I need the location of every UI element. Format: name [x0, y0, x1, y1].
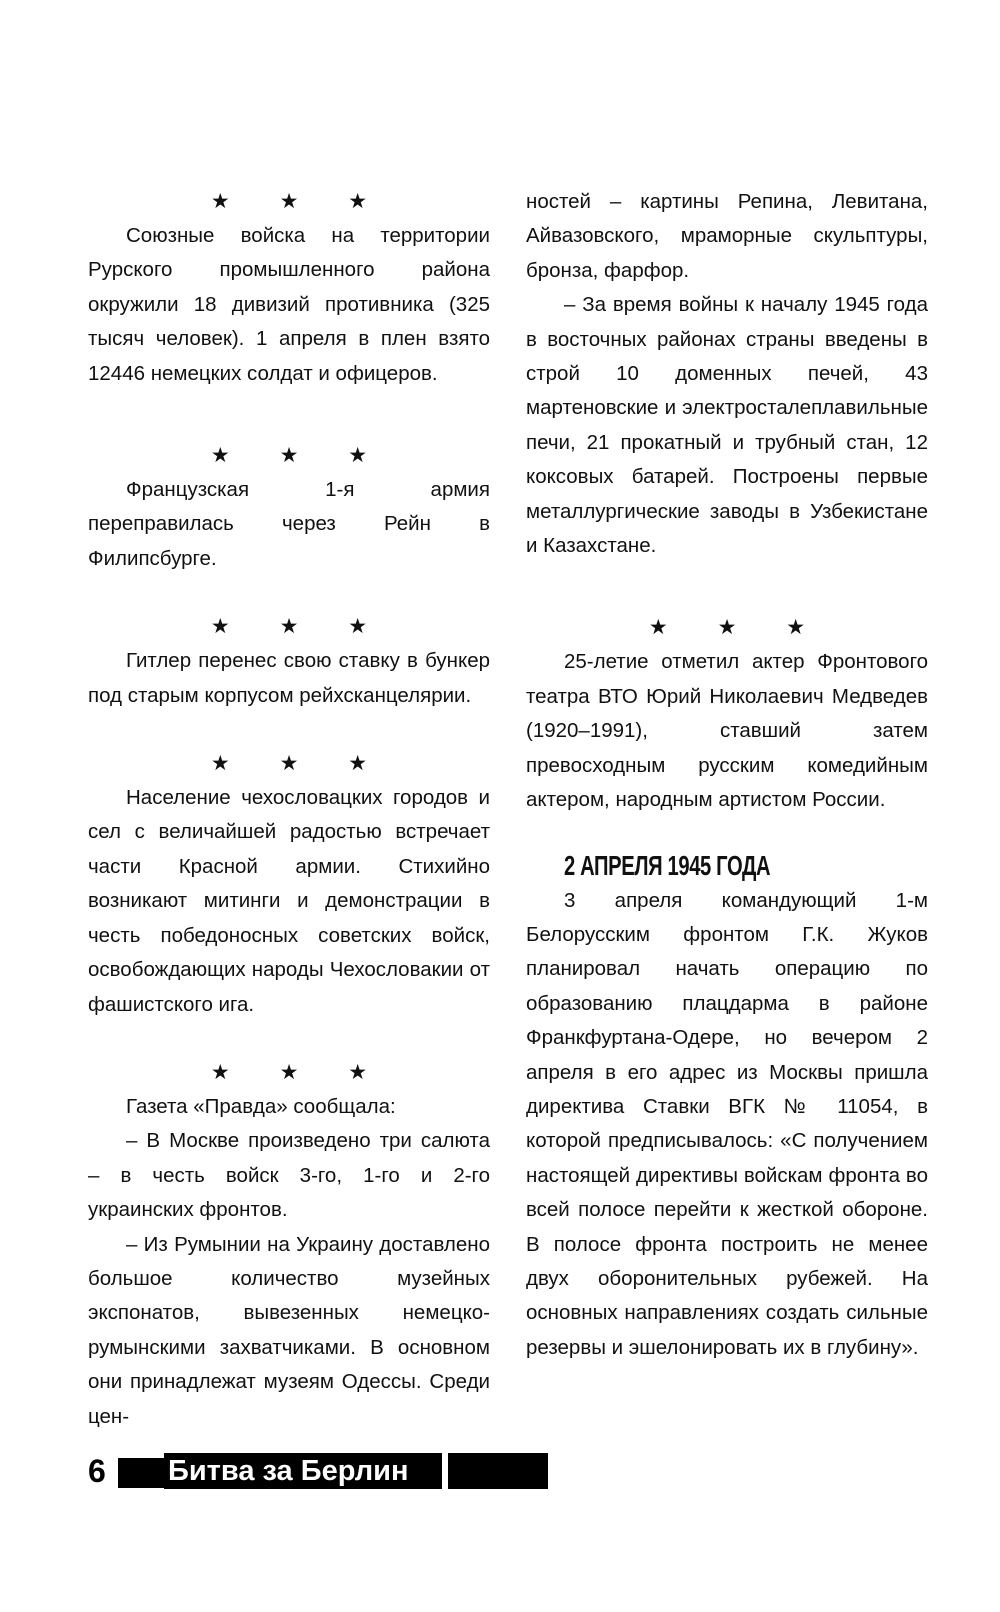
book-title: Битва за Берлин	[164, 1453, 442, 1489]
left-column	[88, 185, 490, 1434]
paragraph-salutes: – В Москве произведено три салюта – в честь войск 3-го, 1-го и 2-го украинских фронтов.	[88, 1129, 490, 1222]
section-separator: ★ ★ ★	[210, 615, 390, 639]
footer-bar	[118, 1458, 168, 1488]
section-separator: ★ ★ ★	[210, 444, 390, 468]
paragraph-pravda-intro: Газета «Правда» сообщала:	[126, 1094, 396, 1118]
section-separator: ★ ★ ★	[210, 1060, 390, 1084]
paragraph-museum-exhibits: – Из Румынии на Украину доставлено большое количество музейных экспонатов, вывезенных немецко-румынскими захватчиками. В основном они принадлежат музеям Одессы. Среди цен-	[88, 1232, 490, 1428]
paragraph-metallurgy: – За время войны к началу 1945 года в восточных районах страны введены в строй 10 доменных печей, 43 мартеновские и электросталеплавильные печи, 21 прокатный и трубный стан, 12 коксовых батарей. Построены первые металлургические заводы в Узбекистане и Казахстане.	[526, 293, 928, 558]
paragraph-hitler-bunker: Гитлер перенес свою ставку в бункер под старым корпусом рейхсканцелярии.	[88, 649, 490, 707]
right-column	[526, 185, 928, 1365]
paragraph-ruhr: Союзные войска на территории Рурского промышленного района окружили 18 дивизий противника (325 тысяч человек). 1 апреля в плен взято 12446 немецких солдат и офицеров.	[88, 224, 490, 385]
paragraph-zhukov-directive: 3 апреля командующий 1-м Белорусским фронтом Г.К. Жуков планировал начать операцию по образованию плацдарма в районе Франкфуртана-Одере, но вечером 2 апреля в его адрес из Москвы пришла директива Ставки ВГК № 11054, в которой предписывалось: «С получением настоящей директивы войскам фронта во всей полосе перейти к жесткой обороне. В полосе фронта построить не менее двух оборонительных рубежей. На основных направлениях создать сильные резервы и эшелонировать их в глубину».	[526, 888, 928, 1359]
paragraph-actor-medvedev: 25-летие отметил актер Фронтового театра ВТО Юрий Николаевич Медведев (1920–1991), ставший затем превосходным русским комедийным актером, народным артистом России.	[526, 650, 928, 812]
paragraph-french-army: Французская 1-я армия переправилась через Рейн в Филипсбурге.	[88, 478, 490, 570]
section-separator: ★ ★ ★	[648, 616, 828, 640]
paragraph-czechoslovakia: Население чехословацких городов и сел с величайшей радостью встречает части Красной армии. Стихийно возникают митинги и демонстрации в честь победоносных советских войск, освобождающих народы Чехословакии от фашистского ига.	[88, 786, 490, 1016]
footer-bar-end	[448, 1453, 548, 1489]
page-number: 6	[88, 1453, 106, 1489]
paragraph-art-continuation: ностей – картины Репина, Левитана, Айвазовского, мраморные скульптуры, бронза, фарфор.	[526, 190, 928, 282]
section-separator: ★ ★ ★	[210, 752, 390, 776]
section-separator: ★ ★ ★	[210, 190, 390, 213]
section-heading: 2 АПРЕЛЯ 1945 ГОДА	[564, 849, 771, 881]
